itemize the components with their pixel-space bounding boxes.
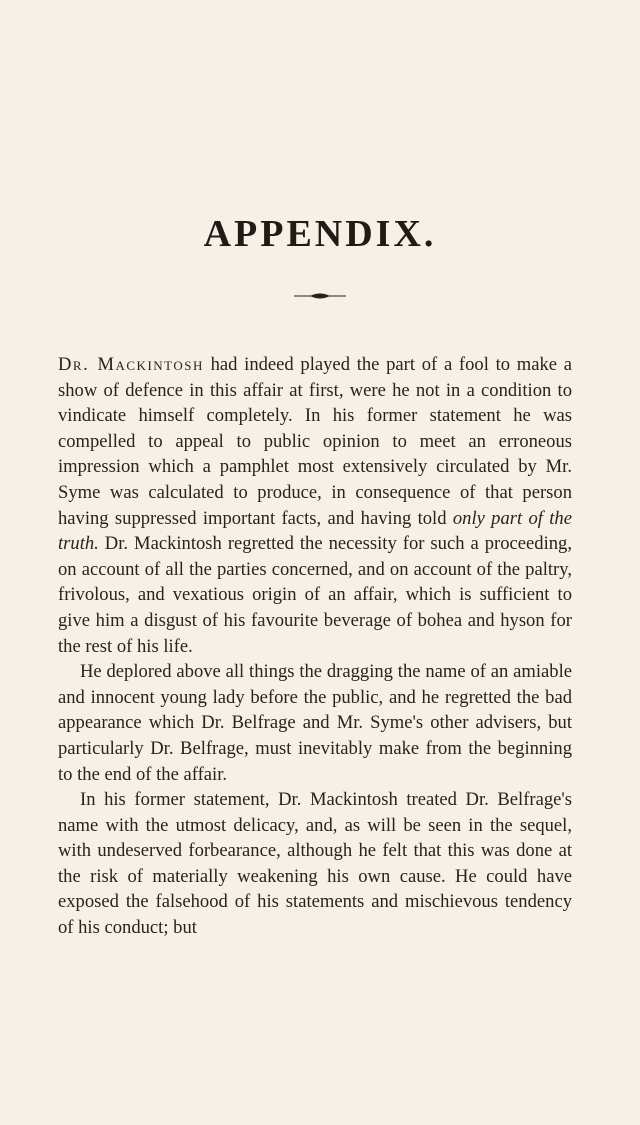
- paragraph-2: He deplored above all things the dragging the name of an amiable and innocent young lady before the public, and he regretted the bad appearance which Dr. Belfrage and Mr. Syme's other advisers, but particularly Dr. Belfrage, must inevitably make from the beginning to the end of the affair.: [58, 661, 572, 785]
- body-text: [58, 352, 572, 941]
- emphasized-phrase: only part of the truth.: [58, 507, 572, 555]
- paragraph-1: [58, 352, 572, 659]
- paragraph-1-part-1: had indeed played the part of a fool to make a show of defence in this affair at first, were he not in a condition to vindicate himself completely. In his former statement he was compelled to appeal to public opinion to meet an erroneous impression which a pamphlet most extensively circulated by Mr. Syme was calculated to produce, in consequence of that person having suppressed important facts, and having told: [58, 354, 572, 529]
- lead-name: Dr. Mackintosh: [58, 354, 204, 375]
- ornamental-rule-icon: [290, 291, 350, 301]
- paragraph-3: In his former statement, Dr. Mackintosh treated Dr. Belfrage's name with the utmost delicacy, and, as will be seen in the sequel, with undeserved forbearance, although he felt that this was done at the risk of materially weakening his own cause. He could have exposed the falsehood of his statements and mischievous tendency of his conduct; but: [58, 789, 572, 939]
- page-title: APPENDIX.: [203, 213, 437, 255]
- paragraph-1-part-2: Dr. Mackintosh regretted the necessity for such a proceeding, on account of all the parties concerned, and on account of the paltry, frivolous, and vexatious origin of an affair, which is sufficient to give him a disgust of his favourite beverage of bohea and hyson for the rest of his life.: [58, 533, 572, 657]
